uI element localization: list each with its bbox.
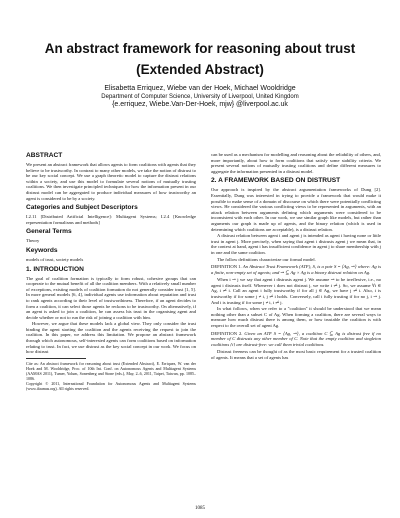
- abstract-heading: ABSTRACT: [26, 152, 63, 159]
- general-terms-text: Theory: [26, 238, 40, 244]
- right-paragraph-0: can be used as a mechanism for modelling and reasoning about the reliability of others, and, more importantly, about how to form coalitions that satisfy some stability criteria. We present several notions of mutually trusting coalitions and define different measures to aggregate the information presented in a distrust model.: [211, 152, 381, 174]
- footnote-divider: [26, 358, 86, 359]
- paper-title: An abstract framework for reasoning about trust: [44, 41, 356, 56]
- definition-2-label: DEFINITION 2.: [211, 330, 243, 336]
- paper-header: [20, 40, 380, 109]
- citation-note: Cite as: An abstract framework for reasoning about trust (Extended Abstract), E. Erriquez, W. van der Hoek and M. Wooldridge, Proc. of 10th Int. Conf. on Autonomous Agents and Multiagent Systems (AAMAS 2011), Tumer, Yolum, Sonenberg and Stone (eds.), May, 2–6, 2011, Taipei, Taiwan, pp. 1085–1086.: [26, 360, 196, 381]
- section-2-paragraph-4: When i ↝ j we say that agent i distrusts agent j. We assume ↝ to be irreflexive, i.e., no agent i distrusts itself. Whenever i does not distrust j, we write i ↝̸ j. So, we assume ∀i ∈ Ag, i ↝̸ i. Call an agent i fully trustworthy if for all j ∈ Ag, we have j ↝̸ i. Also, i is trustworthy if for some j ≠ i, j ↝̸ i holds. Conversely, call i fully trusting if for no j, i ↝ j. And i is trusting if for some j ≠ i, i ↝̸ j.: [211, 277, 381, 305]
- author-emails: {e.erriquez, Wiebe.Van-Der-Hoek, mjw} @liverpool.ac.uk: [112, 100, 288, 108]
- keywords-heading: Keywords: [26, 246, 58, 254]
- definition-1-text: An Abstract Trust Framework (ATF), S, is a pair S = ⟨Ag, ↝⟩ where: Ag is a finite, non-empty set of agents; and ↝ ⊆ Ag × Ag is a binary distrust relation on Ag.: [211, 264, 381, 275]
- categories-text: I.2.11 [Distributed Artificial Intelligence]: Multiagent Systems; I.2.4 [Knowledge representation formalisms and methods]: [26, 214, 196, 225]
- section-2-paragraph-3: The follow definitions characterize our formal model.: [217, 256, 316, 262]
- left-column: [26, 152, 196, 512]
- introduction-heading: 1. INTRODUCTION: [26, 265, 84, 273]
- intro-paragraph-1: The goal of coalition formation is typically to form robust, cohesive groups that can cooperate to the mutual benefit of all the coalition members. With a relatively small number of exceptions, existing models of coalition formation do not generally consider trust [1, 5]. In more general models [6, 4], individual agents use information about reputation and trust to rank agents according to their level of trustworthiness. Therefore, if an agent decides to form a coalition, it can select those agents he reckons to be trustworthy. On alternatively, if an agent is asked to join a coalition, he can assess his trust in the organising agent and decide whether or not to run the risk of joining a coalition with him.: [26, 275, 196, 320]
- keywords-text: models of trust, society models: [26, 256, 84, 262]
- copyright-note: Copyright © 2011, International Foundation for Autonomous Agents and Multiagent Systems (www.ifaamas.org). All rights reserved.: [26, 380, 196, 391]
- page-number: 1085: [195, 506, 205, 511]
- general-terms-heading: General Terms: [26, 228, 72, 236]
- paper-subtitle: (Extended Abstract): [136, 62, 264, 77]
- right-column: [211, 152, 381, 512]
- section-2-heading: 2. A FRAMEWORK BASED ON DISTRUST: [211, 177, 341, 185]
- abstract-text: We present an abstract framework that allows agents to form coalitions with agents that they believe to be trustworthy. In contrast to many other models, we take the notion of distrust to be our key social concept. We use a graph theoretic model to capture the distrust relations within a society, and use this model to formulate several notions of mutually trusting coalitions. We then investigate principled techniques for how the information present in our distrust model can be aggregated to produce individual measures of how trustworthy an agent is considered to be by a society.: [26, 162, 196, 201]
- categories-heading: Categories and Subject Descriptors: [26, 204, 138, 212]
- definition-1: [211, 264, 381, 275]
- section-2-paragraph-2: A distrust relation between agent i and agent j is intended as agent i having none or little trust in agent j. More precisely, when saying that agent i distrusts agent j we mean that, in the context at hand, agent i has insufficient confidence in agent j to share membership with j in one and the same coalition.: [211, 233, 381, 255]
- author-list: Elisabetta Erriquez, Wiebe van der Hoek, Michael Wooldridge: [104, 85, 296, 92]
- intro-paragraph-2: However, we argue that these models lack a global view. They only consider the trust binding the agent starting the coalition and the agents receiving the request to join the coalition. In this paper, we address this limitation. We propose an abstract framework through which autonomous, self-interested agents can form coalitions based on information relating to trust. In fact, we use distrust as the key social concept in our work. We focus on how distrust: [26, 321, 196, 355]
- definition-2-text: Given an ATF S = ⟨Ag, ↝⟩, a coalition C ⊆ Ag is distrust free if no member of C distrusts any other member of C. Note that the empty coalition and singleton coalitions {i} are distrust-free: we call them trivial coalitions.: [211, 330, 381, 347]
- section-2-paragraph-5: In what follows, when we refer to a "coalition" it should be understood that we mean nothing other than a subset C of Ag. When forming a coalition, there are several ways to measure how much distrust there is among them, or how trustable the coalition is with respect to the overall set of agent Ag.: [211, 306, 381, 329]
- section-2-paragraph-6: Distrust freeness can be thought of as the most basic requirement for a trusted coalition of agents. It means that a set of agents has: [211, 349, 381, 360]
- definition-2: [211, 331, 381, 348]
- affiliation: Department of Computer Science, University of Liverpool, United Kingdom: [101, 93, 299, 100]
- section-2-paragraph-1: Our approach is inspired by the abstract argumentation frameworks of Dung [2]. Essentially, Dung was interested in trying to provide a framework that would make it possible to make sense of a domain of discourse on which there were potentially conflicting views. He considered the various conflicting views to be represented in arguments, with an attack relation between arguments defining which arguments were considered to be inconsistent with each other. In our work, we use similar graph like models, but rather than arguments our graph is made up of agents, and the binary relation (which is used in determining which coalitions are acceptable), is a distrust relation.: [211, 187, 381, 232]
- definition-1-label: DEFINITION 1.: [211, 264, 242, 270]
